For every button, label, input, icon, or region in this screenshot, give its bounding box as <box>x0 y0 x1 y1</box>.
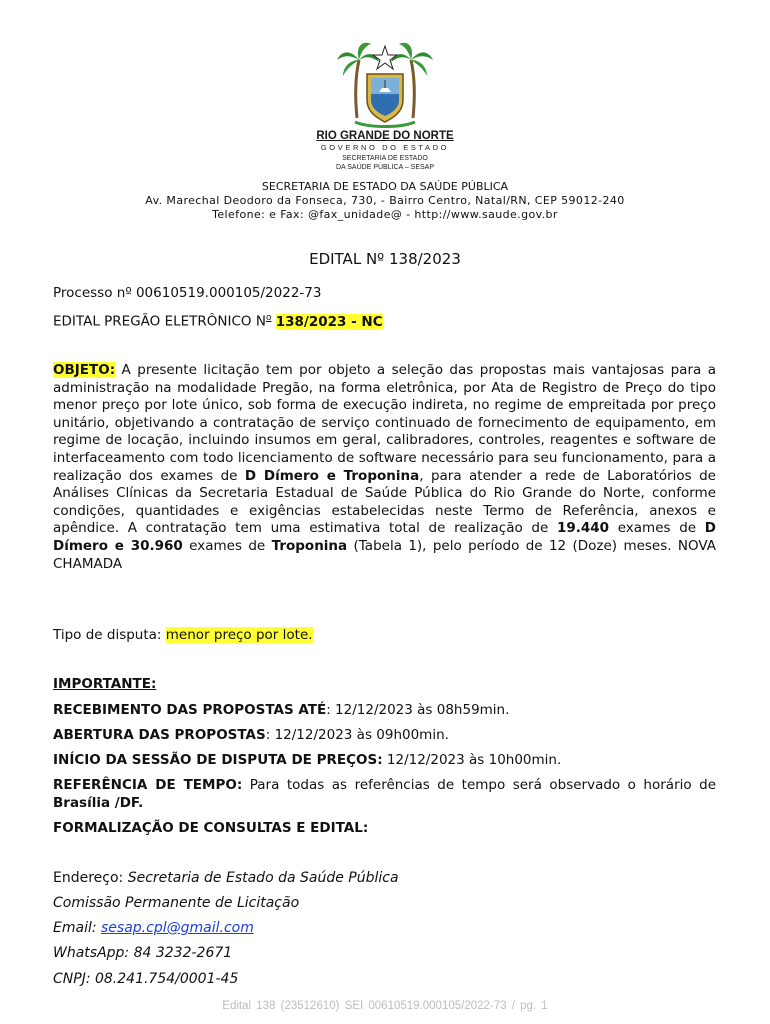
edital-title: EDITAL Nº 138/2023 <box>309 250 461 268</box>
state-name: RIO GRANDE DO NORTE <box>316 130 454 142</box>
tipo-disputa <box>53 627 313 643</box>
department-name: SECRETARIA DE ESTADO DA SAÚDE PÚBLICA <box>261 180 509 193</box>
pregao-sup: o <box>265 313 272 323</box>
contact-whatsapp: WhatsApp: 84 3232-2671 <box>53 945 233 961</box>
inicio-label: INÍCIO DA SESSÃO DE DISPUTA DE PREÇOS: <box>53 752 383 768</box>
government-label: GOVERNO DO ESTADO <box>320 143 450 152</box>
contact-endereco <box>53 870 399 886</box>
referencia-label: REFERÊNCIA DE TEMPO: <box>53 777 243 793</box>
objeto-quantity-ddimero: 19.440 <box>556 520 610 537</box>
department-address: Av. Marechal Deodoro da Fonseca, 730, - Bairro Centro, Natal/RN, CEP 59012-240 <box>145 194 625 207</box>
processo-number: Processo nº 00610519.000105/2022-73 <box>53 285 322 301</box>
secretariat-label <box>300 154 470 172</box>
abertura-propostas <box>53 727 716 745</box>
recebimento-value: : 12/12/2023 às 08h59min. <box>326 702 510 718</box>
referencia-text: Para todas as referências de tempo será observado o horário de <box>242 777 716 793</box>
formalizacao-heading: FORMALIZAÇÃO DE CONSULTAS E EDITAL: <box>53 820 369 836</box>
department-phone: Telefone: e Fax: @fax_unidade@ - http://www.saude.gov.br <box>212 208 558 221</box>
objeto-text: exames de <box>609 520 705 537</box>
objeto-text: (Tabela 1), pelo período de 12 (Doze) meses. NOVA CHAMADA <box>53 537 717 572</box>
tipo-disputa-label: Tipo de disputa: <box>53 627 166 643</box>
abertura-label: ABERTURA DAS PROPOSTAS <box>53 727 266 743</box>
contact-comissao: Comissão Permanente de Licitação <box>53 895 300 911</box>
endereco-value: Secretaria de Estado da Saúde Pública <box>127 870 399 886</box>
objeto-text: A presente licitação tem por objeto a seleção das propostas mais vantajosas para a administração na modalidade Pregão, na forma eletrônica, por Ata de Registro de Preço do tipo menor preço por lote único, sob forma de execução indireta, no regime de empreitada por preço unitário, objetivando a contratação de serviço continuado de fornecimento de equipamento, em regime de locação, incluindo insumos em geral, calibradores, controles, reagentes e software de interfaceamento com todo licenciamento de software necessário para seu funcionamento, para a realização dos exames de <box>53 362 716 484</box>
email-link[interactable]: sesap.cpl@gmail.com <box>101 920 254 936</box>
importante-heading: IMPORTANTE: <box>53 676 157 692</box>
objeto-quantity-troponina: D Dímero e 30.960 <box>53 520 716 554</box>
objeto-label: OBJETO: <box>53 362 116 378</box>
contact-cnpj: CNPJ: 08.241.754/0001-45 <box>53 971 239 987</box>
pregao-line <box>53 313 383 330</box>
referencia-bold: Brasília /DF. <box>53 794 144 811</box>
page-footer: Edital 138 (23512610) SEI 00610519.000105/2022-73 / pg. 1 <box>222 1000 548 1012</box>
contact-email <box>53 920 254 936</box>
abertura-value: : 12/12/2023 às 09h00min. <box>265 727 449 743</box>
recebimento-propostas <box>53 702 716 720</box>
inicio-sessao <box>53 752 716 770</box>
objeto-exams: D Dímero e Troponina <box>244 467 420 484</box>
tipo-disputa-value: menor preço por lote. <box>165 627 313 643</box>
pregao-number: 138/2023 - NC <box>275 313 383 330</box>
state-coat-of-arms-logo <box>335 38 435 130</box>
objeto-text: , para atender a rede de Laboratórios de Análises Clínicas da Secretaria Estadual de Saúde Pública do Rio Grande do Norte, conforme condições, quantidades e exigências estabelecidas neste Termo de Referência, anexos e apêndice. A contratação tem uma estimativa total de realização de <box>53 467 716 537</box>
objeto-text: exames de <box>182 537 272 554</box>
inicio-value: 12/12/2023 às 10h00min. <box>382 752 562 768</box>
recebimento-label: RECEBIMENTO DAS PROPOSTAS ATÉ <box>53 702 327 718</box>
secretariat-line-2: DA SAÚDE PÚBLICA – SESAP <box>335 164 435 171</box>
objeto-paragraph <box>53 362 716 573</box>
referencia-tempo <box>53 777 716 812</box>
email-label: Email: <box>53 920 102 936</box>
objeto-troponina: Troponina <box>271 537 348 554</box>
pregao-prefix: EDITAL PREGÃO ELETRÔNICO N <box>53 313 266 330</box>
endereco-label: Endereço: <box>53 870 128 886</box>
secretariat-line-1: SECRETARIA DE ESTADO <box>342 155 428 162</box>
